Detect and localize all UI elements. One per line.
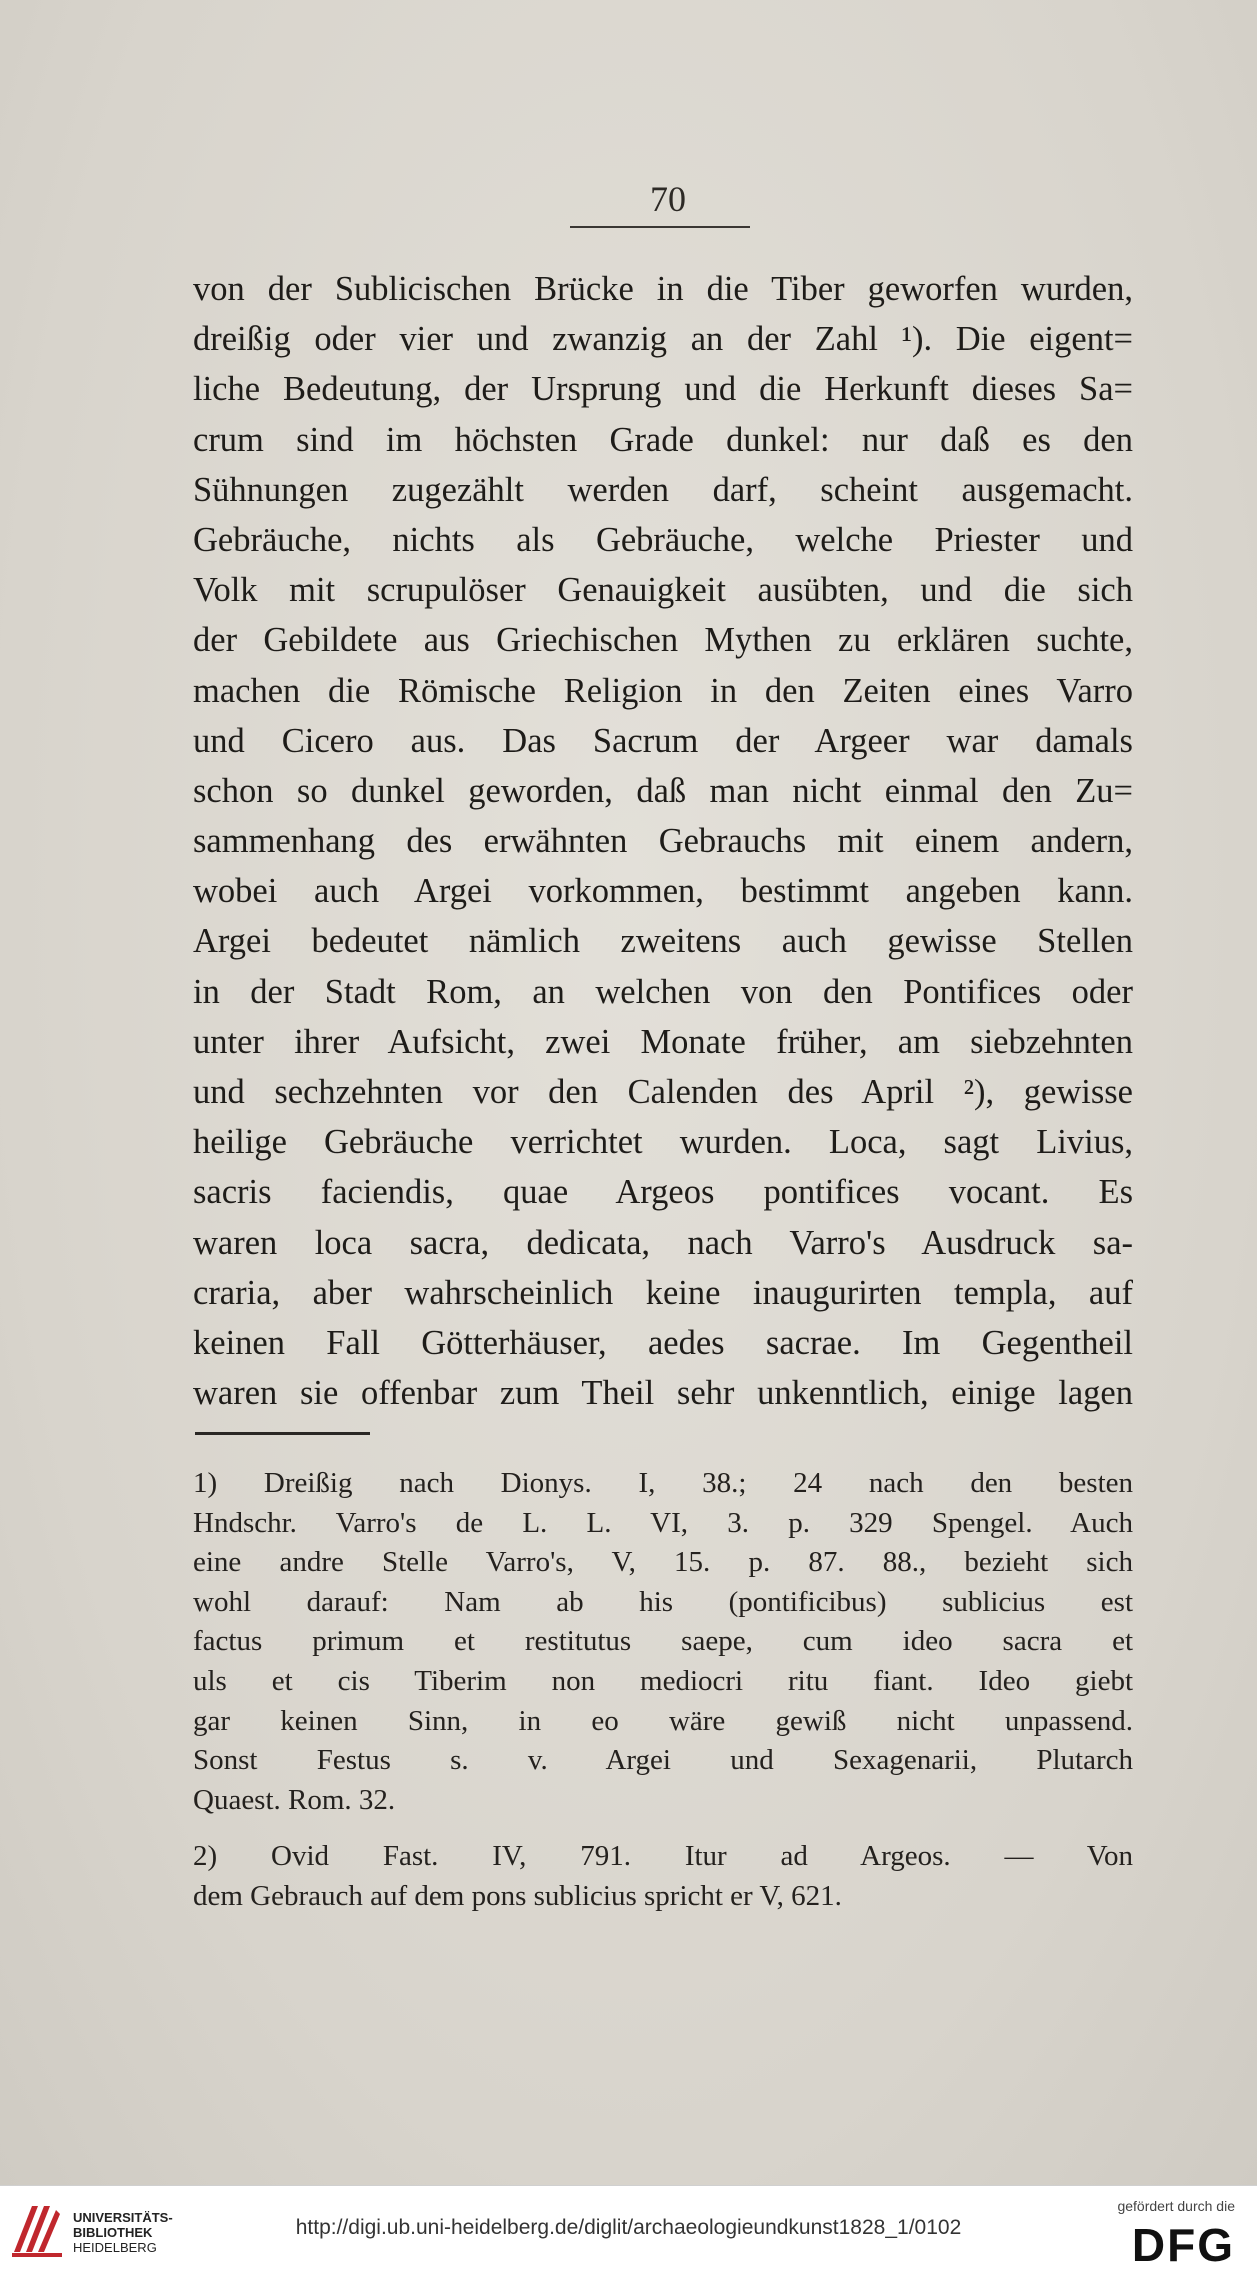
text-line: Volk mit scrupulöser Genauigkeit ausübten, und die sich	[193, 571, 1133, 610]
text-line: dreißig oder vier und zwanzig an der Zahl ¹). Die eigent=	[193, 320, 1133, 359]
text-line: in der Stadt Rom, an welchen von den Pontifices oder	[193, 972, 1133, 1011]
text-line: Sühnungen zugezählt werden darf, scheint ausgemacht.	[193, 470, 1133, 509]
text-line: und Cicero aus. Das Sacrum der Argeer war damals	[193, 721, 1133, 760]
text-line: Sonst Festus s. v. Argei und Sexagenarii, Plutarch	[193, 1744, 1133, 1777]
library-name-line: BIBLIOTHEK	[73, 2225, 153, 2240]
text-line: uls et cis Tiberim non mediocri ritu fiant. Ideo giebt	[193, 1664, 1133, 1697]
text-line: craria, aber wahrscheinlich keine inaugurirten templa, auf	[193, 1273, 1133, 1312]
text-line: 1) Dreißig nach Dionys. I, 38.; 24 nach den besten	[193, 1467, 1133, 1499]
library-name-line: HEIDELBERG	[73, 2240, 157, 2255]
text-line: Gebräuche, nichts als Gebräuche, welche Priester und	[193, 520, 1133, 559]
text-line: crum sind im höchsten Grade dunkel: nur daß es den	[193, 420, 1133, 459]
text-line: gar keinen Sinn, in eo wäre gewiß nicht unpassend.	[193, 1704, 1133, 1737]
text-line: wohl darauf: Nam ab his (pontificibus) sublicius est	[193, 1585, 1133, 1618]
text-line: waren sie offenbar zum Theil sehr unkenntlich, einige lagen	[193, 1374, 1133, 1413]
text-line: Hndschr. Varro's de L. L. VI, 3. p. 329 Spengel. Auch	[193, 1506, 1133, 1539]
text-line: wobei auch Argei vorkommen, bestimmt angeben kann.	[193, 872, 1133, 911]
text-line: factus primum et restitutus saepe, cum ideo sacra et	[193, 1625, 1133, 1658]
footnote-2	[193, 1837, 1133, 1916]
footnote-rule	[195, 1432, 370, 1435]
text-line: Argei bedeutet nämlich zweitens auch gewisse Stellen	[193, 922, 1133, 961]
footnotes	[193, 1464, 1133, 1917]
text-line: unter ihrer Aufsicht, zwei Monate früher, am siebzehnten	[193, 1022, 1133, 1061]
text-line: und sechzehnten vor den Calenden des April ²), gewisse	[193, 1073, 1133, 1111]
header-rule	[570, 226, 750, 228]
text-line: sacris faciendis, quae Argeos pontifices vocant. Es	[193, 1173, 1133, 1212]
text-line: schon so dunkel geworden, daß man nicht einmal den Zu=	[193, 771, 1133, 810]
dfg-logo[interactable]: DFG	[1131, 2219, 1235, 2271]
text-line: liche Bedeutung, der Ursprung und die Herkunft dieses Sa=	[193, 370, 1133, 409]
text-line: 2) Ovid Fast. IV, 791. Itur ad Argeos. — Von	[193, 1840, 1133, 1873]
permalink-url[interactable]: http://digi.ub.uni-heidelberg.de/diglit/archaeologieundkunst1828_1/0102	[295, 2216, 962, 2239]
text-line: keinen Fall Götterhäuser, aedes sacrae. Im Gegentheil	[193, 1323, 1133, 1362]
text-line: heilige Gebräuche verrichtet wurden. Loca, sagt Livius,	[193, 1123, 1133, 1162]
text-line: Quaest. Rom. 32.	[193, 1783, 396, 1816]
library-name-line: UNIVERSITÄTS-	[73, 2210, 173, 2225]
footnote-1	[193, 1464, 1133, 1820]
main-text	[193, 264, 1133, 1418]
text-line: dem Gebrauch auf dem pons sublicius spricht er V, 621.	[193, 1879, 842, 1912]
text-line: waren loca sacra, dedicata, nach Varro's Ausdruck sa-	[193, 1223, 1133, 1262]
page-number: 70	[650, 179, 686, 219]
text-line: eine andre Stelle Varro's, V, 15. p. 87. 88., bezieht sich	[193, 1546, 1133, 1579]
text-line: der Gebildete aus Griechischen Mythen zu erklären suchte,	[193, 621, 1133, 660]
viewer-footer	[0, 2185, 1257, 2279]
text-line: von der Sublicischen Brücke in die Tiber geworfen wurden,	[193, 270, 1133, 308]
funding-caption: gefördert durch die	[1117, 2198, 1235, 2214]
text-line: sammenhang des erwähnten Gebrauchs mit einem andern,	[193, 822, 1133, 861]
text-line: machen die Römische Religion in den Zeiten eines Varro	[193, 671, 1133, 710]
